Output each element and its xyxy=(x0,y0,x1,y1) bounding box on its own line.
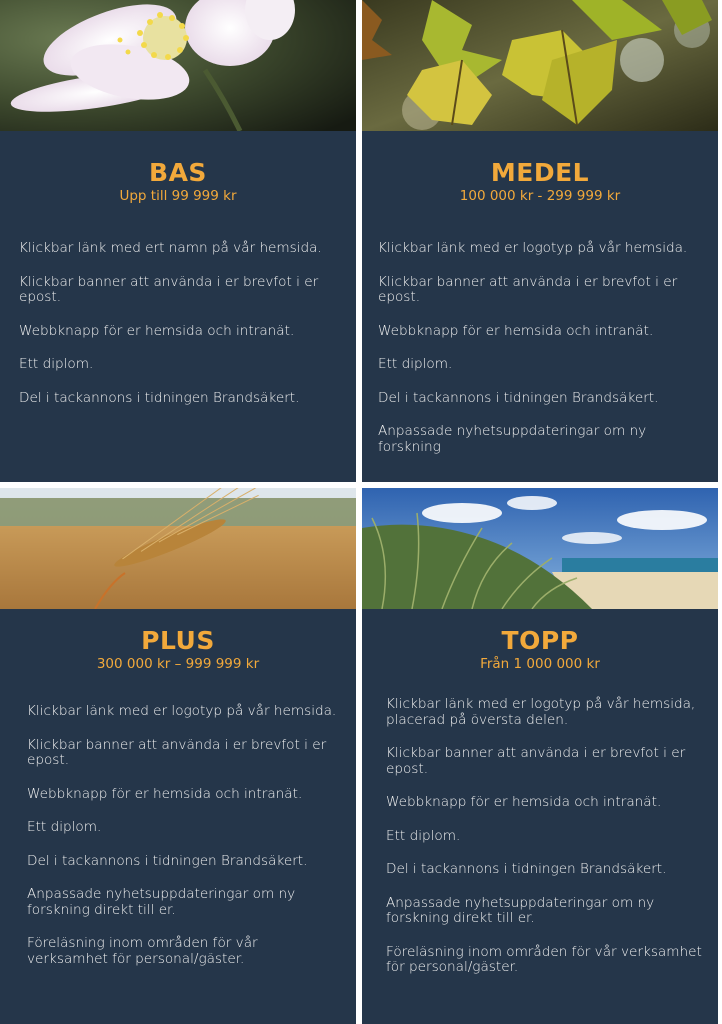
tier-price-range: 100 000 kr - 299 999 kr xyxy=(459,188,621,204)
tier-price-range: Upp till 99 999 kr xyxy=(119,188,237,204)
feature-item: Klickbar banner att använda i er brevfot i er epost. xyxy=(27,736,327,768)
feature-item: Ett diplom. xyxy=(386,827,461,844)
tier-title: BAS xyxy=(149,158,207,187)
feature-item: Webbknapp för er hemsida och intranät. xyxy=(19,322,295,339)
feature-item: Ett diplom. xyxy=(378,356,453,372)
autumn-leaves-photo xyxy=(362,0,718,131)
feature-item: Klickbar banner att använda i er brevfot i er epost. xyxy=(386,745,686,777)
feature-item: Klickbar banner att använda i er brevfot i er epost. xyxy=(378,273,678,305)
wheat-field-photo xyxy=(0,488,356,609)
tier-title: MEDEL xyxy=(490,158,590,187)
beach-dune-photo xyxy=(362,488,718,609)
tier-card-plus xyxy=(0,488,356,1024)
tier-title: PLUS xyxy=(141,626,215,655)
tier-panel xyxy=(0,131,356,482)
anemone-flower-photo xyxy=(0,0,356,131)
tier-panel xyxy=(362,609,718,1024)
feature-item: Anpassade nyhetsuppdateringar om ny forskning xyxy=(378,423,647,455)
feature-item: Klickbar länk med er logotyp på vår hemsida. xyxy=(27,703,337,719)
feature-item: Föreläsning inom områden för vår verksamhet för personal/gäster. xyxy=(386,943,702,975)
feature-item: Anpassade nyhetsuppdateringar om ny forskning direkt till er. xyxy=(386,894,655,926)
tier-card-medel xyxy=(362,0,718,482)
feature-item: Klickbar banner att använda i er brevfot i er epost. xyxy=(19,273,319,305)
tier-price-range: 300 000 kr – 999 999 kr xyxy=(96,656,260,672)
feature-item: Webbknapp för er hemsida och intranät. xyxy=(27,785,303,802)
feature-item: Klickbar länk med er logotyp på vår hemsida. xyxy=(378,240,688,256)
feature-list xyxy=(27,704,342,985)
feature-item: Föreläsning inom områden för vår verksamhet för personal/gäster. xyxy=(27,935,258,967)
tier-card-topp xyxy=(362,488,718,1024)
feature-item: Del i tackannons i tidningen Brandsäkert. xyxy=(378,389,659,406)
tier-panel xyxy=(0,609,356,1024)
tier-panel xyxy=(362,131,718,482)
feature-item: Klickbar länk med ert namn på vår hemsida. xyxy=(19,240,322,256)
feature-item: Klickbar länk med er logotyp på vår hemsida, placerad på översta delen. xyxy=(386,696,696,728)
feature-item: Ett diplom. xyxy=(27,819,102,835)
feature-item: Anpassade nyhetsuppdateringar om ny forskning direkt till er. xyxy=(27,886,296,918)
feature-list xyxy=(19,241,326,424)
tier-price-range: Från 1 000 000 kr xyxy=(480,656,600,672)
feature-list xyxy=(378,241,690,473)
feature-item: Del i tackannons i tidningen Brandsäkert. xyxy=(19,389,300,406)
feature-item: Webbknapp för er hemsida och intranät. xyxy=(386,794,662,810)
feature-list xyxy=(386,697,704,994)
tier-title: TOPP xyxy=(501,626,579,655)
feature-item: Webbknapp för er hemsida och intranät. xyxy=(378,322,654,339)
feature-item: Del i tackannons i tidningen Brandsäkert. xyxy=(27,852,308,869)
feature-item: Ett diplom. xyxy=(19,356,94,372)
feature-item: Del i tackannons i tidningen Brandsäkert. xyxy=(386,861,667,877)
tier-card-bas xyxy=(0,0,356,482)
